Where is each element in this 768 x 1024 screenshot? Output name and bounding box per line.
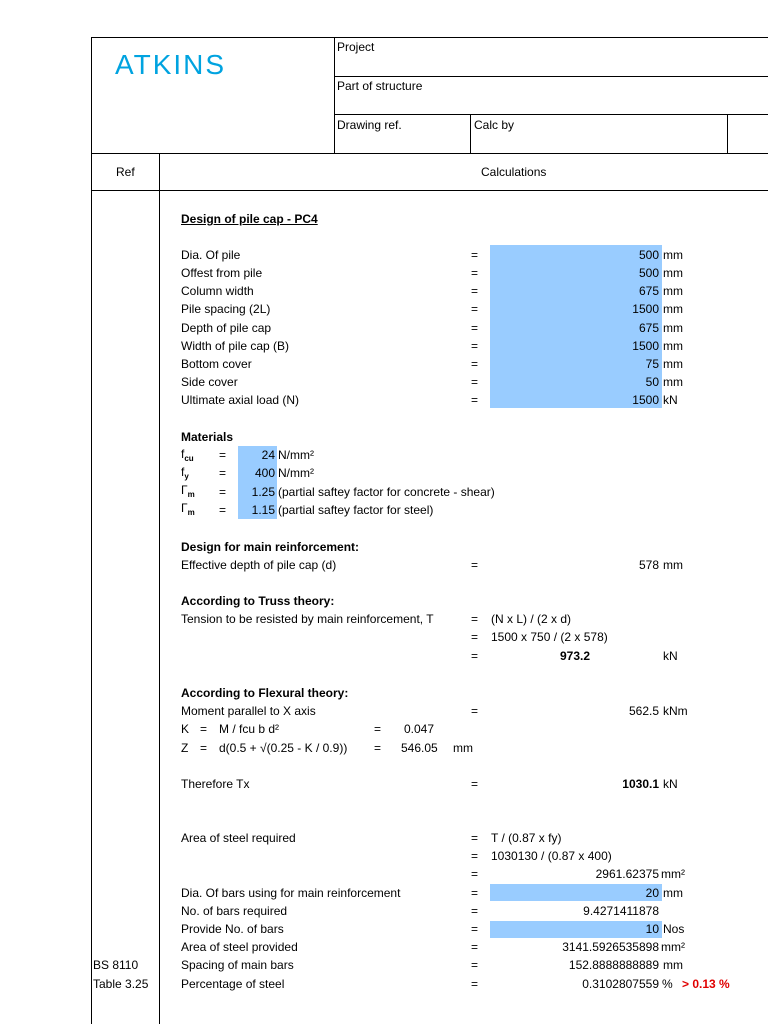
input-equals: =	[471, 248, 479, 262]
input-label: Bottom cover	[181, 357, 252, 371]
effective-depth-unit: mm	[663, 558, 683, 572]
steel-row-label: Provide No. of bars	[181, 922, 284, 936]
tension-substitution: 1500 x 750 / (2 x 578)	[491, 630, 608, 644]
input-value[interactable]: 500	[638, 248, 659, 262]
steel-area-value: 2961.62375	[595, 867, 659, 881]
materials-heading: Materials	[181, 430, 234, 444]
k-value: 0.047	[404, 722, 435, 736]
tension-value: 973.2	[559, 649, 590, 663]
tension-equals-3: =	[471, 649, 479, 663]
steel-area-equals-3: =	[471, 867, 479, 881]
steel-row-label: Dia. Of bars using for main reinforcement	[181, 886, 401, 900]
k-equals-2: =	[374, 722, 382, 736]
steel-area-equals-2: =	[471, 849, 479, 863]
input-unit: mm	[663, 284, 683, 298]
tension-equals-2: =	[471, 630, 479, 644]
header-row-line-2	[334, 114, 768, 115]
page-title: Design of pile cap - PC4	[181, 212, 318, 226]
input-unit: kN	[663, 393, 678, 407]
steel-row-equals: =	[471, 886, 479, 900]
input-value[interactable]: 1500	[632, 393, 659, 407]
steel-row-unit: Nos	[663, 922, 685, 936]
input-unit: mm	[663, 321, 683, 335]
material-note: N/mm²	[278, 466, 314, 480]
tension-equals-1: =	[471, 612, 479, 626]
header-right-edge	[727, 114, 728, 154]
frame-left	[91, 37, 92, 1024]
z-value: 546.05	[401, 741, 438, 755]
input-label: Dia. Of pile	[181, 248, 241, 262]
input-equals: =	[471, 339, 479, 353]
steel-row-equals: =	[471, 904, 479, 918]
steel-row-unit: mm²	[661, 940, 685, 954]
column-header-bottom	[91, 190, 768, 191]
input-unit: mm	[663, 302, 683, 316]
steel-area-formula: T / (0.87 x fy)	[491, 831, 562, 845]
input-equals: =	[471, 393, 479, 407]
input-equals: =	[471, 302, 479, 316]
input-unit: mm	[663, 248, 683, 262]
material-symbol: $f_y$	[181, 465, 189, 481]
material-value[interactable]: 1.15	[251, 503, 275, 517]
input-equals: =	[471, 321, 479, 335]
z-symbol: Z	[181, 741, 189, 755]
input-value[interactable]: 675	[638, 321, 659, 335]
tx-label: Therefore Tx	[181, 777, 250, 791]
drawing-ref-label: Drawing ref.	[337, 118, 402, 132]
input-label: Offest from pile	[181, 266, 263, 280]
input-unit: mm	[663, 357, 683, 371]
calculations-column-header: Calculations	[481, 165, 547, 179]
input-value[interactable]: 1500	[632, 302, 659, 316]
moment-unit: kNm	[663, 704, 688, 718]
flexural-theory-heading: According to Flexural theory:	[181, 686, 349, 700]
reference-code: BS 8110	[93, 958, 139, 972]
material-symbol: $\Gamma_m$	[181, 501, 195, 517]
input-unit: mm	[663, 375, 683, 389]
steel-row-label: No. of bars required	[181, 904, 288, 918]
k-equals: =	[200, 722, 208, 736]
input-label: Pile spacing (2L)	[181, 302, 271, 316]
input-label: Column width	[181, 284, 254, 298]
header-divider-vertical	[334, 37, 335, 154]
steel-row-value[interactable]: 10	[645, 922, 659, 936]
steel-row-value: 9.4271411878	[583, 904, 659, 918]
input-value[interactable]: 75	[645, 357, 659, 371]
tx-value: 1030.1	[622, 777, 659, 791]
z-equals: =	[200, 741, 208, 755]
frame-top	[91, 37, 768, 38]
material-equals: =	[219, 448, 227, 462]
material-value[interactable]: 1.25	[251, 485, 275, 499]
steel-area-equals-1: =	[471, 831, 479, 845]
steel-row-value: 0.3102807559	[582, 977, 659, 991]
steel-row-value: 152.8888888889	[568, 958, 659, 972]
tension-formula: (N x L) / (2 x d)	[491, 612, 572, 626]
steel-area-unit: mm²	[661, 867, 685, 881]
steel-row-unit: mm	[663, 958, 683, 972]
moment-value: 562.5	[628, 704, 659, 718]
input-label: Width of pile cap (B)	[181, 339, 290, 353]
material-symbol: $f_{cu}$	[181, 447, 194, 463]
k-symbol: K	[181, 722, 190, 736]
tx-equals: =	[471, 777, 479, 791]
material-equals: =	[219, 485, 227, 499]
z-unit: mm	[453, 741, 473, 755]
main-reinforcement-heading: Design for main reinforcement:	[181, 540, 360, 554]
steel-row-equals: =	[471, 958, 479, 972]
header-bottom	[91, 153, 768, 154]
effective-depth-value: 578	[638, 558, 659, 572]
steel-row-equals: =	[471, 977, 479, 991]
input-equals: =	[471, 357, 479, 371]
steel-row-label: Spacing of main bars	[181, 958, 294, 972]
effective-depth-equals: =	[471, 558, 479, 572]
project-label: Project	[337, 40, 375, 54]
steel-row-equals: =	[471, 940, 479, 954]
input-value[interactable]: 1500	[632, 339, 659, 353]
z-equals-2: =	[374, 741, 382, 755]
steel-row-equals: =	[471, 922, 479, 936]
input-value[interactable]: 500	[638, 266, 659, 280]
steel-row-label: Area of steel provided	[181, 940, 298, 954]
steel-row-unit: mm	[663, 886, 683, 900]
part-of-structure-label: Part of structure	[337, 79, 423, 93]
input-label: Side cover	[181, 375, 238, 389]
input-value[interactable]: 675	[638, 284, 659, 298]
material-equals: =	[219, 503, 227, 517]
material-note: N/mm²	[278, 448, 314, 462]
material-note: (partial saftey factor for concrete - shear)	[278, 485, 495, 499]
moment-label: Moment parallel to X axis	[181, 704, 316, 718]
input-unit: mm	[663, 339, 683, 353]
steel-row-unit: %	[662, 977, 673, 991]
material-value[interactable]: 24	[261, 448, 275, 462]
steel-area-label: Area of steel required	[181, 831, 296, 845]
steel-row-value: 3141.5926535898	[562, 940, 659, 954]
input-equals: =	[471, 266, 479, 280]
input-label: Depth of pile cap	[181, 321, 272, 335]
steel-area-substitution: 1030130 / (0.87 x 400)	[491, 849, 612, 863]
steel-row-label: Percentage of steel	[181, 977, 285, 991]
effective-depth-label: Effective depth of pile cap (d)	[181, 558, 337, 572]
input-label: Ultimate axial load (N)	[181, 393, 300, 407]
header-row-line-1	[334, 76, 768, 77]
material-value[interactable]: 400	[254, 466, 275, 480]
input-value[interactable]: 50	[645, 375, 659, 389]
tx-unit: kN	[663, 777, 678, 791]
tension-label: Tension to be resisted by main reinforcement, T	[181, 612, 434, 626]
input-equals: =	[471, 284, 479, 298]
header-calcby-divider	[470, 114, 471, 154]
truss-theory-heading: According to Truss theory:	[181, 594, 335, 608]
moment-equals: =	[471, 704, 479, 718]
material-equals: =	[219, 466, 227, 480]
calc-by-label: Calc by	[474, 118, 515, 132]
tension-unit: kN	[663, 649, 678, 663]
ref-column-header: Ref	[116, 165, 135, 179]
input-unit: mm	[663, 266, 683, 280]
steel-row-value[interactable]: 20	[645, 886, 659, 900]
input-equals: =	[471, 375, 479, 389]
atkins-logo: ATKINS	[115, 49, 227, 80]
z-formula: d(0.5 + √(0.25 - K / 0.9))	[219, 741, 348, 755]
material-note: (partial saftey factor for steel)	[278, 503, 434, 517]
material-symbol: $\Gamma_m$	[181, 483, 195, 499]
steel-percentage-check: > 0.13 %	[682, 977, 730, 991]
reference-table: Table 3.25	[93, 977, 149, 991]
k-formula: M / fcu b d²	[219, 722, 280, 736]
ref-column-divider	[159, 153, 160, 1024]
